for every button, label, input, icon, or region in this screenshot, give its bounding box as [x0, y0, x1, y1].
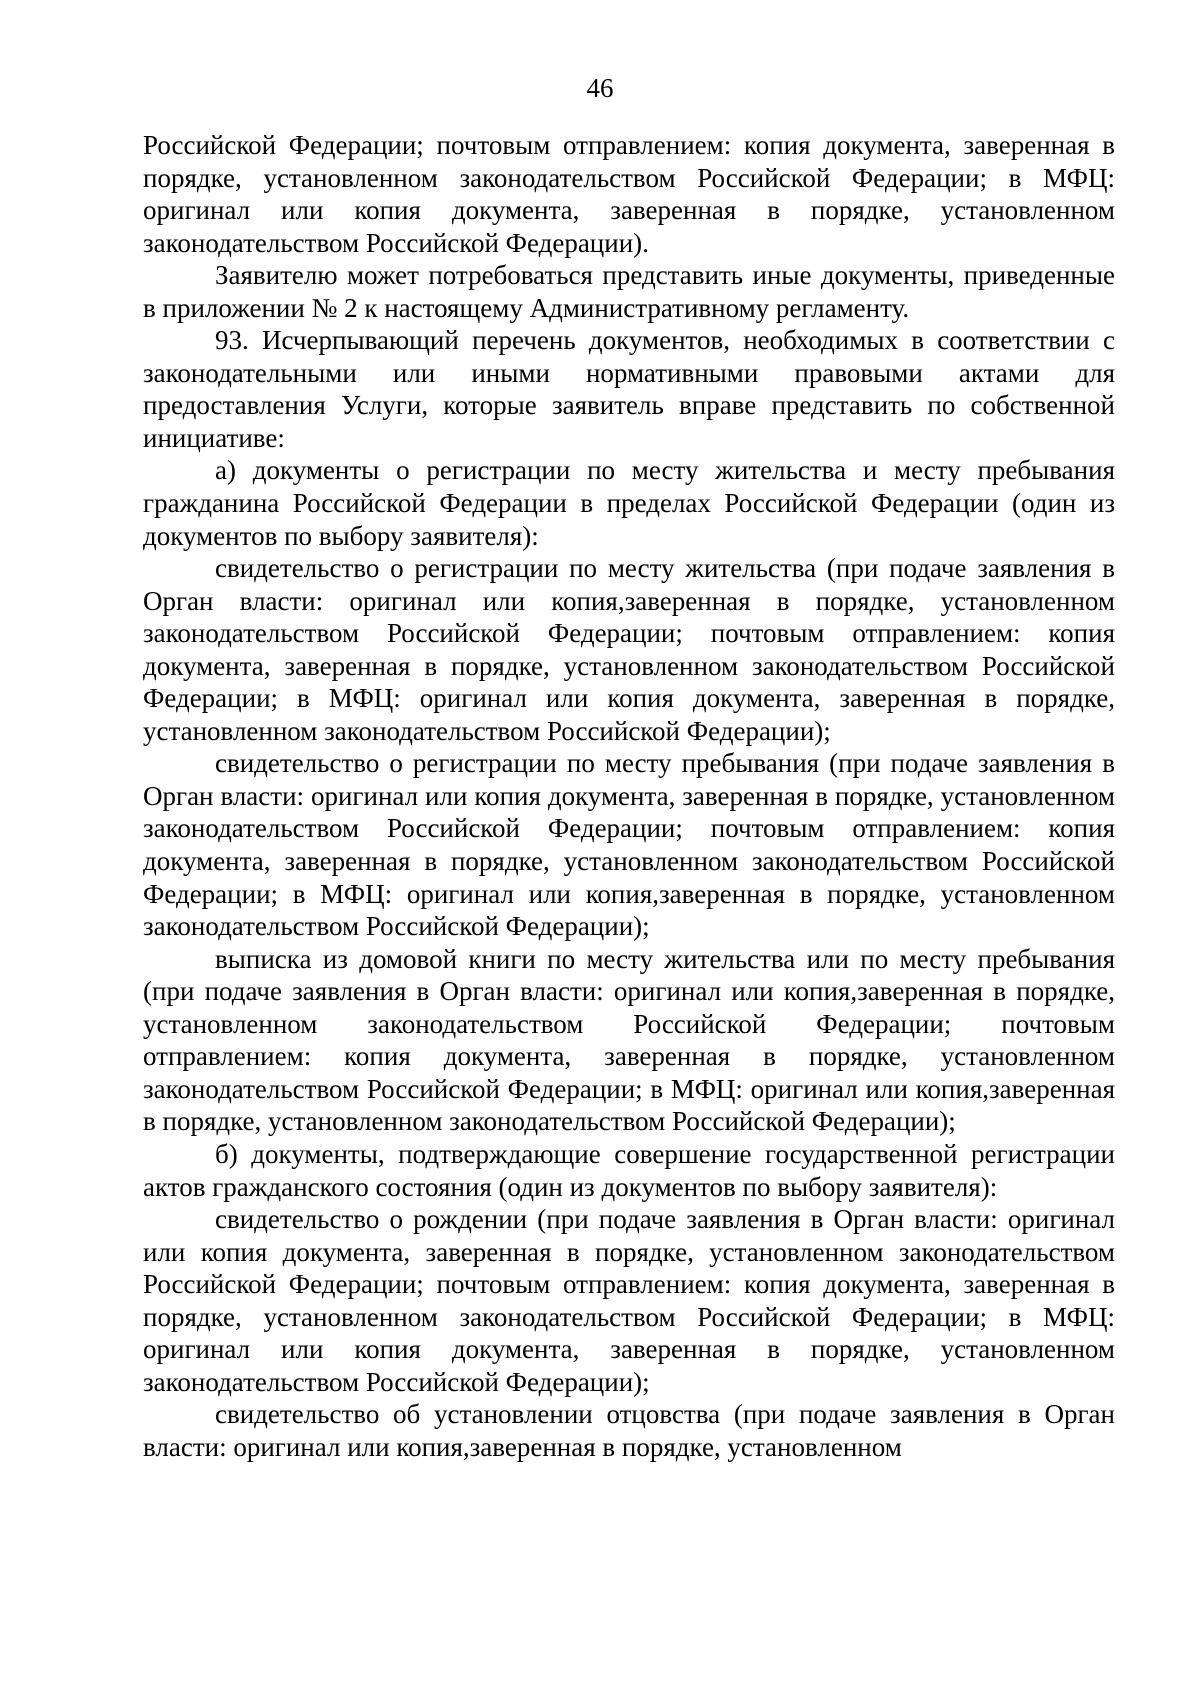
page-number: 46: [586, 73, 614, 103]
paragraph-residence-certificate: свидетельство о регистрации по месту жительства (при подаче заявления в Орган власти: оригинал или копия,заверенная в порядке, установленном законодательством Российской Федерации; почтовым отправлением: копия документа, заверенная в порядке, установленном законодательством Российской Федерации; в МФЦ: оригинал или копия документа, заверенная в порядке, установленном законодательством Российской Федерации);: [143, 553, 1115, 746]
document-body: [143, 129, 1115, 1463]
paragraph-item-93: 93. Исчерпывающий перечень документов, необходимых в соответствии с законодательными или иными нормативными правовыми актами для предоставления Услуги, которые заявитель вправе представить по собственной инициативе:: [143, 325, 1115, 453]
paragraph-birth-certificate: свидетельство о рождении (при подаче заявления в Орган власти: оригинал или копия документа, заверенная в порядке, установленном законодательством Российской Федерации; почтовым отправлением: копия документа, заверенная в порядке, установленном законодательством Российской Федерации; в МФЦ: оригинал или копия документа, заверенная в порядке, установленном законодательством Российской Федерации);: [143, 1204, 1115, 1397]
paragraph-stay-certificate: свидетельство о регистрации по месту пребывания (при подаче заявления в Орган власти: оригинал или копия документа, заверенная в порядке, установленном законодательством Российской Федерации; почтовым отправлением: копия документа, заверенная в порядке, установленном законодательством Российской Федерации; в МФЦ: оригинал или копия,заверенная в порядке, установленном законодательством Российской Федерации);: [143, 748, 1115, 942]
paragraph-subitem-b: б) документы, подтверждающие совершение государственной регистрации актов гражданского состояния (один из документов по выбору заявителя):: [143, 1138, 1115, 1202]
paragraph-paternity-certificate: свидетельство об установлении отцовства (при подаче заявления в Орган власти: оригинал или копия,заверенная в порядке, установленном: [143, 1399, 1115, 1462]
paragraph-subitem-a: а) документы о регистрации по месту жительства и месту пребывания гражданина Российской Федерации в пределах Российской Федерации (один из документов по выбору заявителя):: [143, 455, 1115, 551]
paragraph-additional-documents: Заявителю может потребоваться представить иные документы, приведенные в приложении № 2 к настоящему Административному регламенту.: [143, 260, 1115, 323]
paragraph-continuation: Российской Федерации; почтовым отправлением: копия документа, заверенная в порядке, установленном законодательством Российской Федерации; в МФЦ: оригинал или копия документа, заверенная в порядке, установленном законодательством Российской Федерации).: [143, 130, 1115, 258]
paragraph-house-book-extract: выписка из домовой книги по месту жительства или по месту пребывания (при подаче заявления в Орган власти: оригинал или копия,заверенная в порядке, установленном законодательством Российской Федерации; почтовым отправлением: копия документа, заверенная в порядке, установленном законодательством Российской Федерации; в МФЦ: оригинал или копия,заверенная в порядке, установленном законодательством Российской Федерации);: [143, 943, 1115, 1137]
